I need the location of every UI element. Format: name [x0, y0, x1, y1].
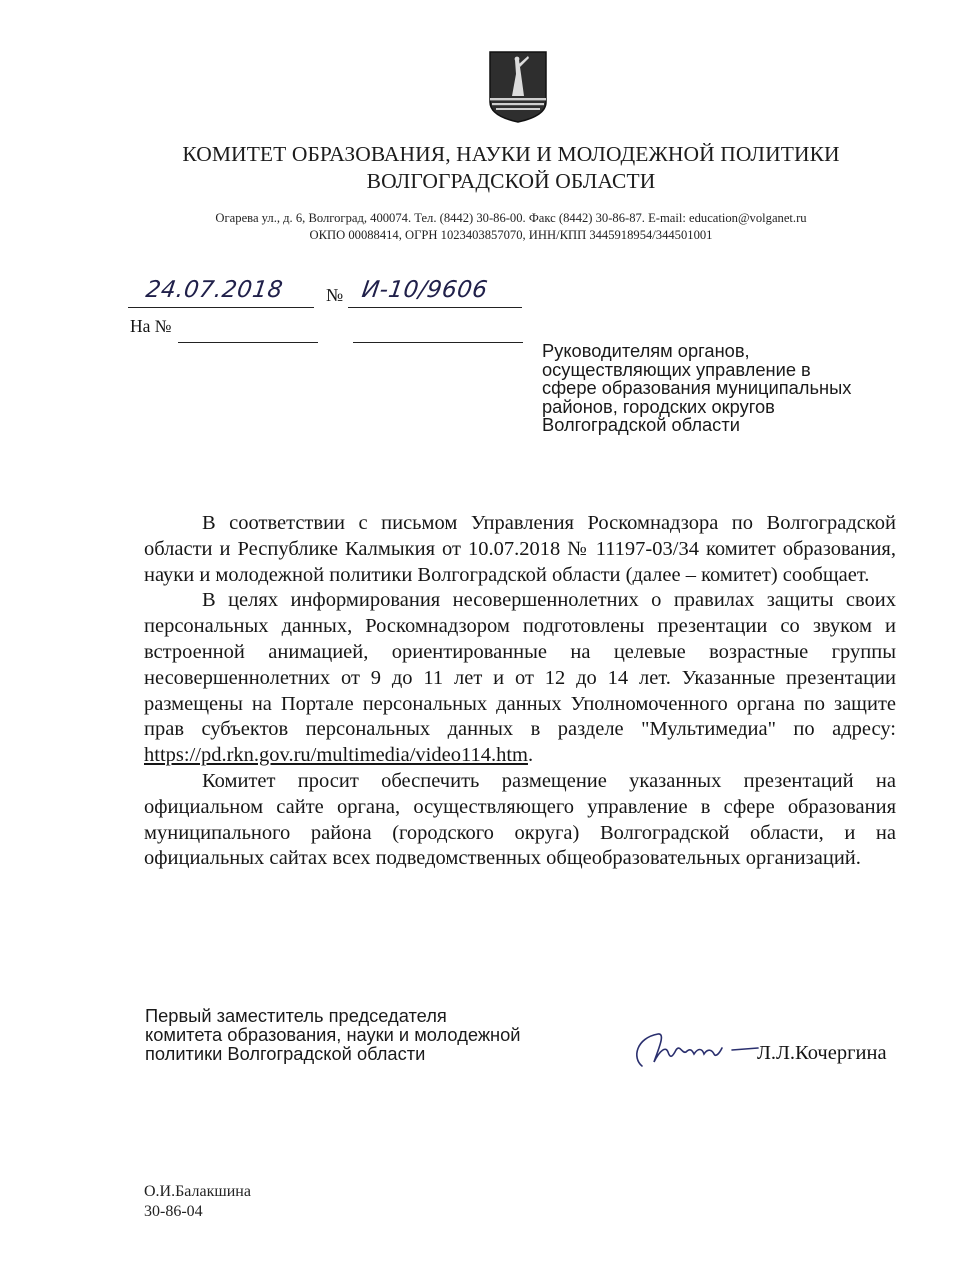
- body-paragraph-2: [144, 588, 896, 769]
- body-paragraph-2-text: В целях информирования несовершеннолетних о правилах защиты своих персональных данных, Роскомнадзором подготовлены презентации со звуком и встроенной анимацией, ориентированные на целевые возрастные группы несовершеннолетних от 9 до 11 лет и от 12 до 14 лет. Указанные презентации размещены на Портале персональных данных Уполномоченного органа по защите прав субъектов персональных данных в разделе "Мультимедиа" по адресу:: [144, 589, 896, 741]
- multimedia-link[interactable]: https://pd.rkn.gov.ru/multimedia/video114.htm: [144, 744, 528, 767]
- reply-number-underline: [353, 342, 523, 343]
- number-label: №: [326, 285, 344, 305]
- signer-name: Л.Л.Кочергина: [757, 1042, 887, 1064]
- organization-address: [0, 210, 962, 244]
- number-underline: [348, 307, 522, 308]
- reply-to-label: На №: [130, 316, 172, 336]
- letter-body: [144, 511, 896, 872]
- body-paragraph-3: Комитет просит обеспечить размещение указанных презентаций на официальном сайте органа, осуществляющего управление в сфере образования муниципального района (городского округа) Волгоградской области, и на официальных сайтах всех подведомственных общеобразовательных организаций.: [144, 769, 896, 870]
- position-line: Первый заместитель председателя: [145, 1005, 447, 1026]
- date-underline: [128, 307, 314, 308]
- recipient-line: Руководителям органов,: [542, 340, 750, 361]
- recipient-line: районов, городских округов: [542, 395, 775, 417]
- organization-name-line2: ВОЛГОГРАДСКОЙ ОБЛАСТИ: [366, 169, 656, 193]
- position-line: комитета образования, науки и молодежной: [145, 1024, 521, 1045]
- position-line: политики Волгоградской области: [145, 1043, 426, 1064]
- letter-date: 24.07.2018: [144, 277, 285, 303]
- handwritten-signature: [628, 1028, 764, 1072]
- volgograd-coat-of-arms-icon: [488, 50, 548, 124]
- organization-name: [0, 141, 962, 195]
- address-line2: ОКПО 00088414, ОГРН 1023403857070, ИНН/КПП 3445918954/344501001: [309, 228, 713, 242]
- body-paragraph-1: В соответствии с письмом Управления Роскомнадзора по Волгоградской области и Республике Калмыкия от 10.07.2018 № 11197-03/34 комитет образования, науки и молодежной политики Волгоградской области (далее – комитет) сообщает.: [144, 512, 896, 586]
- recipient-line: Волгоградской области: [542, 414, 740, 436]
- executor-block: [144, 1182, 251, 1222]
- body-paragraph-2-end: .: [527, 744, 534, 767]
- recipient-line: осуществляющих управление в: [542, 358, 811, 380]
- organization-name-line1: КОМИТЕТ ОБРАЗОВАНИЯ, НАУКИ И МОЛОДЕЖНОЙ ПОЛИТИКИ: [182, 142, 840, 166]
- recipient-line: сфере образования муниципальных: [542, 377, 852, 399]
- recipient-block: [542, 342, 922, 435]
- executor-name: О.И.Балакшина: [144, 1183, 251, 1200]
- signatory-position: [145, 1006, 605, 1063]
- executor-phone: 30-86-04: [144, 1203, 203, 1220]
- reply-date-underline: [178, 342, 318, 343]
- letter-number: И-10/9606: [360, 277, 490, 303]
- address-line1: Огарева ул., д. 6, Волгоград, 400074. Тел. (8442) 30-86-00. Факс (8442) 30-86-87. E-mail: education@volganet.ru: [215, 211, 807, 225]
